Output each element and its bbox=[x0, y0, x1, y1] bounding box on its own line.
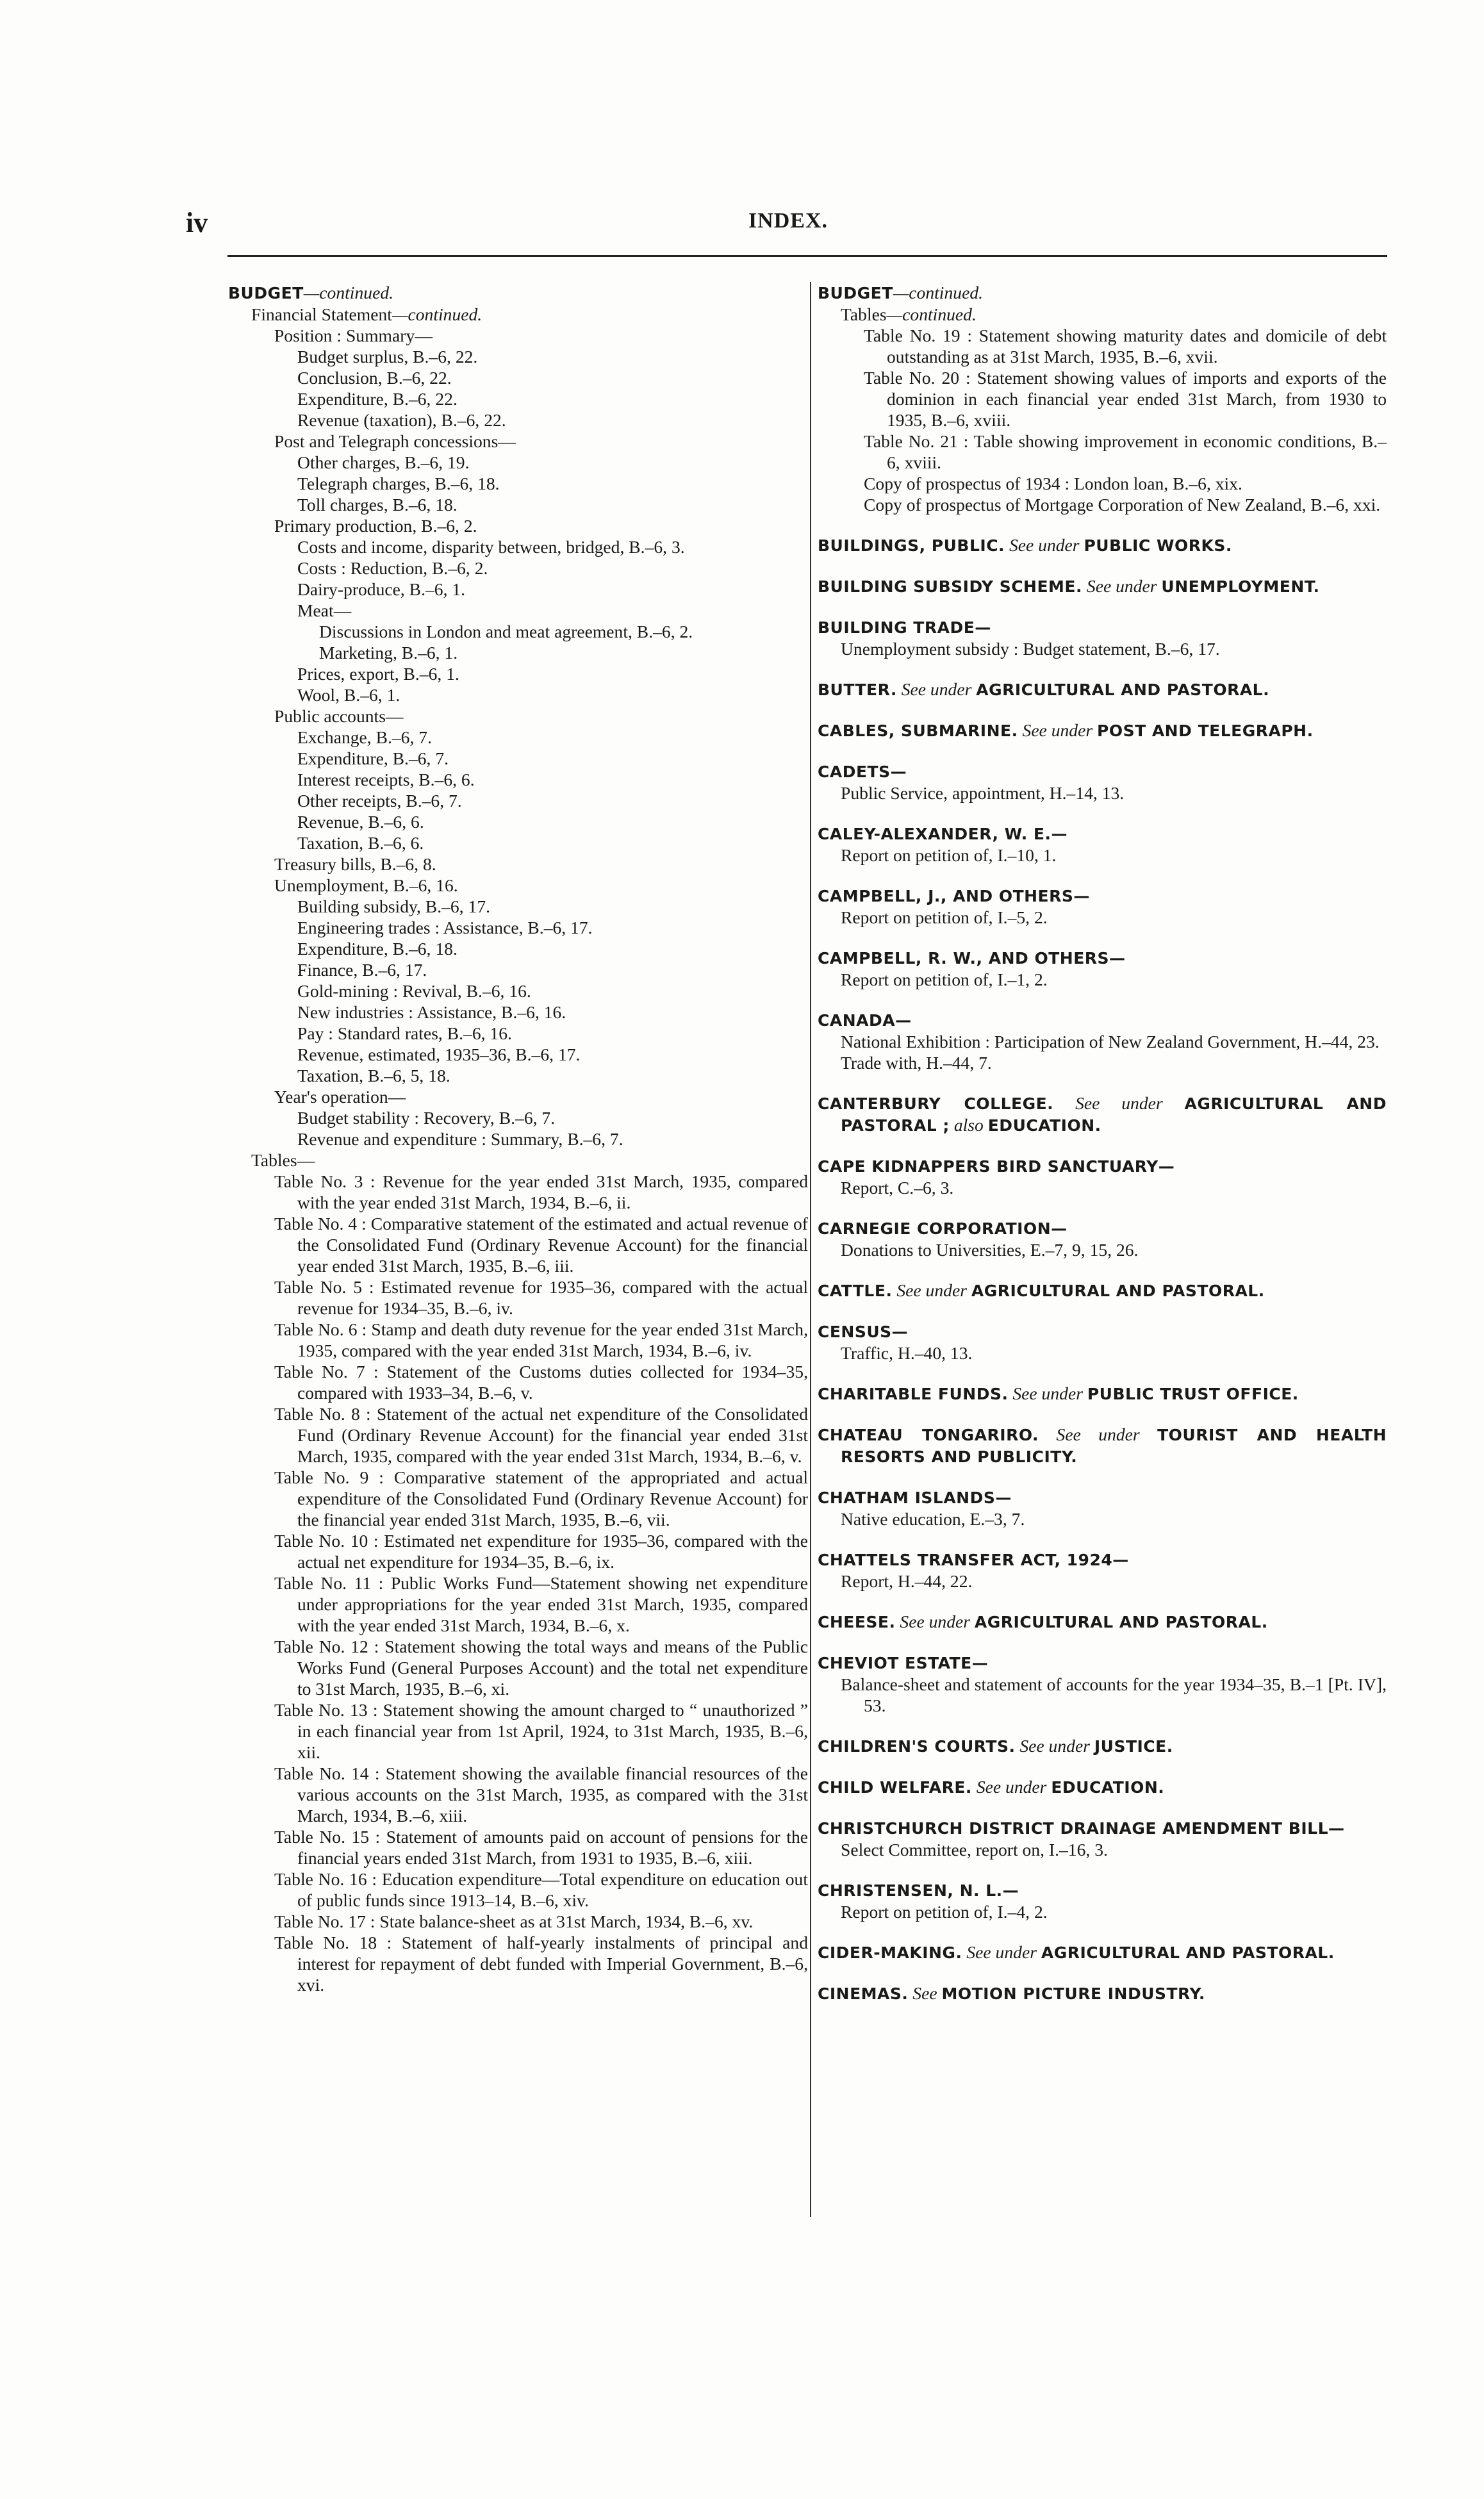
index-line: Finance, B.–6, 17. bbox=[297, 960, 427, 980]
entry-heading-text: BUILDING SUBSIDY SCHEME. bbox=[818, 577, 1083, 596]
cross-reference: POST AND TELEGRAPH. bbox=[1097, 722, 1314, 740]
table-entry: Table No. 10 : Estimated net expenditure for 1935–36, compared with the actual net expenditure for 1934–35, B.–6, ix. bbox=[274, 1531, 808, 1572]
entry-heading-text: CANADA— bbox=[818, 1011, 912, 1030]
entry-heading bbox=[818, 1983, 1387, 2004]
entry-heading bbox=[818, 534, 1387, 556]
see-under-label: See under bbox=[1009, 535, 1080, 555]
index-entry bbox=[818, 1280, 1387, 1301]
table-entry: Copy of prospectus of 1934 : London loan, B.–6, xix. bbox=[864, 474, 1242, 493]
entry-heading bbox=[818, 1735, 1387, 1757]
index-entry bbox=[818, 616, 1387, 659]
index-entry bbox=[818, 679, 1387, 700]
index-line: Costs and income, disparity between, bridged, B.–6, 3. bbox=[297, 537, 685, 557]
index-line: Year's operation— bbox=[274, 1087, 406, 1107]
index-line: Marketing, B.–6, 1. bbox=[319, 643, 458, 663]
entry-heading bbox=[818, 823, 1387, 845]
index-line: Wool, B.–6, 1. bbox=[297, 685, 400, 705]
entry-heading-text: CHRISTCHURCH DISTRICT DRAINAGE AMENDMENT BILL— bbox=[818, 1819, 1345, 1838]
right-index-entries bbox=[818, 534, 1387, 2004]
entry-heading bbox=[818, 947, 1387, 969]
index-entry bbox=[818, 1155, 1387, 1198]
entry-subline: Unemployment subsidy : Budget statement, B.–6, 17. bbox=[841, 639, 1220, 659]
right-column bbox=[818, 282, 1387, 2004]
index-line: Costs : Reduction, B.–6, 2. bbox=[297, 558, 488, 578]
index-entry bbox=[818, 1611, 1387, 1633]
cross-reference: MOTION PICTURE INDUSTRY. bbox=[941, 1984, 1205, 2003]
entry-heading-text: CHATEAU TONGARIRO. bbox=[818, 1426, 1039, 1444]
index-entry bbox=[818, 1217, 1387, 1260]
table-entry: Table No. 17 : State balance-sheet as at 31st March, 1934, B.–6, xv. bbox=[274, 1911, 754, 1931]
see-under-label: See under bbox=[976, 1777, 1047, 1797]
index-entry bbox=[818, 1093, 1387, 1136]
left-table-entries bbox=[228, 1171, 808, 1995]
index-entry bbox=[818, 947, 1387, 990]
entry-subline: Balance-sheet and statement of accounts for the year 1934–35, B.–1 [Pt. IV], 53. bbox=[841, 1674, 1387, 1715]
entry-subline: Report, C.–6, 3. bbox=[841, 1178, 954, 1198]
entry-subline: Report on petition of, I.–1, 2. bbox=[841, 969, 1048, 989]
index-line: Telegraph charges, B.–6, 18. bbox=[297, 474, 500, 493]
entry-heading-text: CHRISTENSEN, N. L.— bbox=[818, 1881, 1019, 1900]
also-label: also bbox=[953, 1115, 984, 1135]
table-entry: Table No. 8 : Statement of the actual net expenditure of the Consolidated Fund (Ordinary Revenue Account) for the financial year ended 31st March, 1935, compared with the year ended 31st March, 1934, B.–6, v. bbox=[274, 1404, 808, 1466]
index-entry bbox=[818, 534, 1387, 556]
see-under-label: See under bbox=[966, 1942, 1037, 1962]
index-line: Expenditure, B.–6, 22. bbox=[297, 389, 458, 409]
index-entry bbox=[818, 1942, 1387, 1963]
subheading-tables-continued bbox=[818, 304, 1387, 325]
subheading-text: Tables bbox=[841, 304, 887, 324]
subheading-text: Financial Statement bbox=[251, 304, 392, 324]
right-budget-lines bbox=[818, 325, 1387, 515]
index-line: Gold-mining : Revival, B.–6, 16. bbox=[297, 981, 531, 1001]
entry-heading-text: CAMPBELL, J., AND OTHERS— bbox=[818, 887, 1090, 905]
entry-heading-text: BUTTER. bbox=[818, 680, 897, 699]
table-entry: Copy of prospectus of Mortgage Corporation of New Zealand, B.–6, xxi. bbox=[864, 495, 1381, 515]
index-line: Revenue (taxation), B.–6, 22. bbox=[297, 410, 506, 430]
index-line: Pay : Standard rates, B.–6, 16. bbox=[297, 1023, 512, 1043]
cross-reference: AGRICULTURAL AND PASTORAL. bbox=[971, 1282, 1265, 1300]
cross-reference: AGRICULTURAL AND PASTORAL ; bbox=[841, 1094, 1387, 1135]
index-line: Revenue, B.–6, 6. bbox=[297, 812, 424, 832]
see-under-label: See under bbox=[1086, 576, 1157, 596]
entry-heading bbox=[818, 720, 1387, 741]
index-entry bbox=[818, 1735, 1387, 1757]
entry-heading bbox=[818, 1217, 1387, 1239]
index-entry bbox=[818, 1383, 1387, 1405]
entry-heading bbox=[818, 575, 1387, 597]
index-line: Treasury bills, B.–6, 8. bbox=[274, 854, 436, 874]
index-line: Dairy-produce, B.–6, 1. bbox=[297, 579, 466, 599]
entry-heading-text: CHATHAM ISLANDS— bbox=[818, 1489, 1012, 1507]
index-line: Budget stability : Recovery, B.–6, 7. bbox=[297, 1108, 556, 1128]
entry-heading bbox=[818, 1549, 1387, 1571]
entry-heading-text: CHEESE. bbox=[818, 1613, 896, 1631]
index-line: Building subsidy, B.–6, 17. bbox=[297, 896, 491, 916]
entry-subline: Public Service, appointment, H.–14, 13. bbox=[841, 783, 1125, 803]
see-under-label: See under bbox=[1022, 720, 1093, 740]
entry-heading-text: CANTERBURY COLLEGE. bbox=[818, 1094, 1054, 1113]
entry-subline: Donations to Universities, E.–7, 9, 15, 26. bbox=[841, 1240, 1139, 1260]
index-entry bbox=[818, 1321, 1387, 1364]
entry-heading bbox=[818, 1817, 1387, 1839]
index-line: Unemployment, B.–6, 16. bbox=[274, 875, 458, 895]
entry-heading bbox=[818, 1652, 1387, 1674]
index-entry bbox=[818, 885, 1387, 928]
index-line: Toll charges, B.–6, 18. bbox=[297, 495, 458, 515]
index-line: Revenue and expenditure : Summary, B.–6, 7. bbox=[297, 1129, 623, 1149]
table-entry: Table No. 13 : Statement showing the amount charged to “ unauthorized ” in each financial year from 1st April, 1924, to 31st March, 1935, B.–6, xii. bbox=[274, 1700, 808, 1762]
entry-subline: National Exhibition : Participation of New Zealand Government, H.–44, 23. bbox=[841, 1032, 1380, 1052]
entry-subline: Trade with, H.–44, 7. bbox=[841, 1053, 992, 1073]
entry-heading-text: CAPE KIDNAPPERS BIRD SANCTUARY— bbox=[818, 1157, 1175, 1176]
index-line: Public accounts— bbox=[274, 706, 404, 726]
continued-label: —continued. bbox=[303, 283, 394, 302]
page-header bbox=[186, 206, 1390, 245]
index-entry bbox=[818, 1487, 1387, 1530]
entry-heading bbox=[818, 1155, 1387, 1177]
cross-reference: JUSTICE. bbox=[1094, 1737, 1173, 1756]
table-entry: Table No. 20 : Statement showing values of imports and exports of the dominion in each financial year ended 31st March, from 1930 to 1935, B.–6, xviii. bbox=[864, 368, 1387, 430]
entry-heading bbox=[818, 1383, 1387, 1405]
index-line: Post and Telegraph concessions— bbox=[274, 431, 516, 451]
cross-reference: PUBLIC TRUST OFFICE. bbox=[1087, 1385, 1299, 1403]
table-entry: Table No. 15 : Statement of amounts paid on account of pensions for the financial years ended 31st March, from 1931 to 1935, B.–6, xiii. bbox=[274, 1827, 808, 1868]
index-line: Engineering trades : Assistance, B.–6, 17. bbox=[297, 918, 593, 937]
table-entry: Table No. 5 : Estimated revenue for 1935–36, compared with the actual revenue for 1934–35, B.–6, iv. bbox=[274, 1277, 808, 1318]
see-under-label: See under bbox=[901, 679, 972, 699]
entry-heading-text: CABLES, SUBMARINE. bbox=[818, 722, 1018, 740]
entry-heading-text: CARNEGIE CORPORATION— bbox=[818, 1219, 1068, 1238]
entry-heading bbox=[818, 616, 1387, 638]
entry-subline: Select Committee, report on, I.–16, 3. bbox=[841, 1840, 1108, 1860]
see-under-label: See under bbox=[1019, 1736, 1090, 1756]
continued-label: —continued. bbox=[886, 304, 977, 324]
index-line: Other charges, B.–6, 19. bbox=[297, 452, 470, 472]
entry-heading bbox=[818, 1611, 1387, 1633]
see-under-label: See under bbox=[1075, 1093, 1163, 1113]
entry-heading-text: CAMPBELL, R. W., AND OTHERS— bbox=[818, 949, 1126, 968]
cross-reference: AGRICULTURAL AND PASTORAL. bbox=[1041, 1943, 1335, 1962]
page-number: iv bbox=[186, 207, 208, 238]
entry-heading bbox=[818, 1093, 1387, 1136]
index-entry bbox=[818, 761, 1387, 804]
index-entry bbox=[818, 1424, 1387, 1467]
subheading-financial-statement bbox=[228, 304, 808, 325]
see-under-label: See under bbox=[900, 1612, 970, 1631]
entry-heading-text: CIDER-MAKING. bbox=[818, 1943, 962, 1962]
index-entry bbox=[818, 1983, 1387, 2004]
index-line: Meat— bbox=[297, 600, 352, 620]
entry-subline: Report on petition of, I.–4, 2. bbox=[841, 1902, 1048, 1922]
index-line: Expenditure, B.–6, 7. bbox=[297, 748, 449, 768]
table-entry: Table No. 12 : Statement showing the total ways and means of the Public Works Fund (General Purposes Account) and the total net expenditure to 31st March, 1935, B.–6, xi. bbox=[274, 1637, 808, 1699]
entry-heading-budget-continued bbox=[818, 282, 1387, 304]
index-entry bbox=[818, 1009, 1387, 1073]
entry-heading bbox=[818, 1009, 1387, 1031]
entry-heading bbox=[818, 1424, 1387, 1467]
entry-subline: Report on petition of, I.–10, 1. bbox=[841, 845, 1057, 865]
entry-heading-text: BUILDING TRADE— bbox=[818, 618, 991, 637]
table-entry: Table No. 7 : Statement of the Customs duties collected for 1934–35, compared with 1933–34, B.–6, v. bbox=[274, 1362, 808, 1403]
index-entry bbox=[818, 720, 1387, 741]
entry-heading bbox=[818, 885, 1387, 907]
index-line: Prices, export, B.–6, 1. bbox=[297, 664, 459, 684]
table-entry: Table No. 6 : Stamp and death duty revenue for the year ended 31st March, 1935, compared with the year ended 31st March, 1934, B.–6, iv. bbox=[274, 1319, 808, 1360]
cross-reference: AGRICULTURAL AND PASTORAL. bbox=[976, 680, 1270, 699]
index-line: Discussions in London and meat agreement, B.–6, 2. bbox=[319, 622, 693, 641]
entry-heading-text: CADETS— bbox=[818, 763, 907, 781]
table-entry: Table No. 14 : Statement showing the available financial resources of the various accounts on the 31st March, 1935, as compared with the 31st March, 1934, B.–6, xiii. bbox=[274, 1763, 808, 1826]
entry-heading-text: BUILDINGS, PUBLIC. bbox=[818, 536, 1005, 555]
cross-reference: TOURIST AND HEALTH RESORTS AND PUBLICITY. bbox=[841, 1426, 1387, 1466]
cross-reference: EDUCATION. bbox=[987, 1116, 1101, 1135]
index-line: Budget surplus, B.–6, 22. bbox=[297, 347, 478, 367]
index-entry bbox=[818, 1879, 1387, 1922]
entry-heading-text: CHILD WELFARE. bbox=[818, 1778, 972, 1797]
see-under-label: See bbox=[912, 1983, 937, 2003]
cross-reference: PUBLIC WORKS. bbox=[1084, 536, 1232, 555]
entry-heading-text: CHARITABLE FUNDS. bbox=[818, 1385, 1009, 1403]
index-line: Tables— bbox=[251, 1150, 315, 1170]
index-line: Other receipts, B.–6, 7. bbox=[297, 791, 462, 811]
entry-subline: Report on petition of, I.–5, 2. bbox=[841, 907, 1048, 927]
index-entry bbox=[818, 1652, 1387, 1716]
cross-reference: AGRICULTURAL AND PASTORAL. bbox=[974, 1613, 1268, 1631]
entry-heading-budget bbox=[228, 282, 808, 304]
entry-heading-text: CINEMAS. bbox=[818, 1984, 909, 2003]
entry-heading-text: CATTLE. bbox=[818, 1282, 893, 1300]
page-title: INDEX. bbox=[748, 209, 829, 233]
table-entry: Table No. 3 : Revenue for the year ended 31st March, 1935, compared with the year ended 31st March, 1934, B.–6, ii. bbox=[274, 1171, 808, 1212]
entry-heading bbox=[818, 1776, 1387, 1798]
entry-heading-text: CHILDREN'S COURTS. bbox=[818, 1737, 1016, 1756]
index-line: Exchange, B.–6, 7. bbox=[297, 727, 432, 747]
entry-heading bbox=[818, 1942, 1387, 1963]
index-entry bbox=[818, 575, 1387, 597]
entry-subline: Native education, E.–3, 7. bbox=[841, 1509, 1025, 1529]
index-line: Primary production, B.–6, 2. bbox=[274, 516, 477, 536]
entry-heading bbox=[818, 761, 1387, 782]
left-index-lines bbox=[228, 325, 808, 1171]
index-line: Conclusion, B.–6, 22. bbox=[297, 368, 452, 388]
continued-label: —continued. bbox=[893, 283, 984, 302]
table-entry: Table No. 16 : Education expenditure—Total expenditure on education out of public funds since 1913–14, B.–6, xiv. bbox=[274, 1869, 808, 1910]
index-line: New industries : Assistance, B.–6, 16. bbox=[297, 1002, 566, 1022]
index-line: Position : Summary— bbox=[274, 326, 433, 345]
table-entry: Table No. 9 : Comparative statement of the appropriated and actual expenditure of the Consolidated Fund (Ordinary Revenue Account) for the financial year ended 31st March, 1935, B.–6, vii. bbox=[274, 1467, 808, 1530]
index-entry bbox=[818, 1549, 1387, 1592]
index-line: Expenditure, B.–6, 18. bbox=[297, 939, 458, 959]
entry-heading bbox=[818, 1879, 1387, 1901]
header-rule bbox=[227, 255, 1387, 257]
index-entry bbox=[818, 823, 1387, 866]
table-entry: Table No. 4 : Comparative statement of the estimated and actual revenue of the Consolidated Fund (Ordinary Revenue Account) for the financial year ended 31st March, 1935, B.–6, iii. bbox=[274, 1214, 808, 1276]
entry-heading bbox=[818, 1321, 1387, 1342]
index-line: Taxation, B.–6, 6. bbox=[297, 833, 424, 853]
cross-reference: UNEMPLOYMENT. bbox=[1161, 577, 1320, 596]
index-entry bbox=[818, 1776, 1387, 1798]
cross-reference: EDUCATION. bbox=[1051, 1778, 1165, 1797]
entry-heading bbox=[818, 679, 1387, 700]
entry-heading bbox=[818, 1487, 1387, 1508]
see-under-label: See under bbox=[1012, 1383, 1083, 1403]
see-under-label: See under bbox=[896, 1280, 967, 1300]
index-entry bbox=[818, 1817, 1387, 1860]
entry-heading-text: BUDGET bbox=[818, 284, 893, 302]
entry-heading-text: CENSUS— bbox=[818, 1323, 909, 1341]
entry-subline: Traffic, H.–40, 13. bbox=[841, 1343, 973, 1363]
entry-heading-text: CHATTELS TRANSFER ACT, 1924— bbox=[818, 1551, 1129, 1569]
table-entry: Table No. 19 : Statement showing maturity dates and domicile of debt outstanding as at 31st March, 1935, B.–6, xvii. bbox=[864, 326, 1387, 367]
entry-heading bbox=[818, 1280, 1387, 1301]
table-entry: Table No. 21 : Table showing improvement in economic conditions, B.–6, xviii. bbox=[864, 431, 1387, 472]
index-line: Interest receipts, B.–6, 6. bbox=[297, 770, 475, 789]
left-column bbox=[228, 282, 808, 1995]
entry-heading-text: CALEY-ALEXANDER, W. E.— bbox=[818, 825, 1068, 843]
entry-heading-text: BUDGET bbox=[228, 284, 304, 302]
entry-subline: Report, H.–44, 22. bbox=[841, 1571, 973, 1591]
index-line: Revenue, estimated, 1935–36, B.–6, 17. bbox=[297, 1044, 581, 1064]
entry-heading-text: CHEVIOT ESTATE— bbox=[818, 1654, 989, 1672]
table-entry: Table No. 18 : Statement of half-yearly instalments of principal and interest for repayment of debt funded with Imperial Government, B.–6, xvi. bbox=[274, 1933, 808, 1995]
index-line: Taxation, B.–6, 5, 18. bbox=[297, 1066, 450, 1085]
column-divider bbox=[810, 282, 811, 2217]
see-under-label: See under bbox=[1056, 1424, 1140, 1444]
continued-label: —continued. bbox=[392, 304, 482, 324]
table-entry: Table No. 11 : Public Works Fund—Statement showing net expenditure under appropriations for the year ended 31st March, 1935, compared with the year ended 31st March, 1934, B.–6, x. bbox=[274, 1573, 808, 1635]
